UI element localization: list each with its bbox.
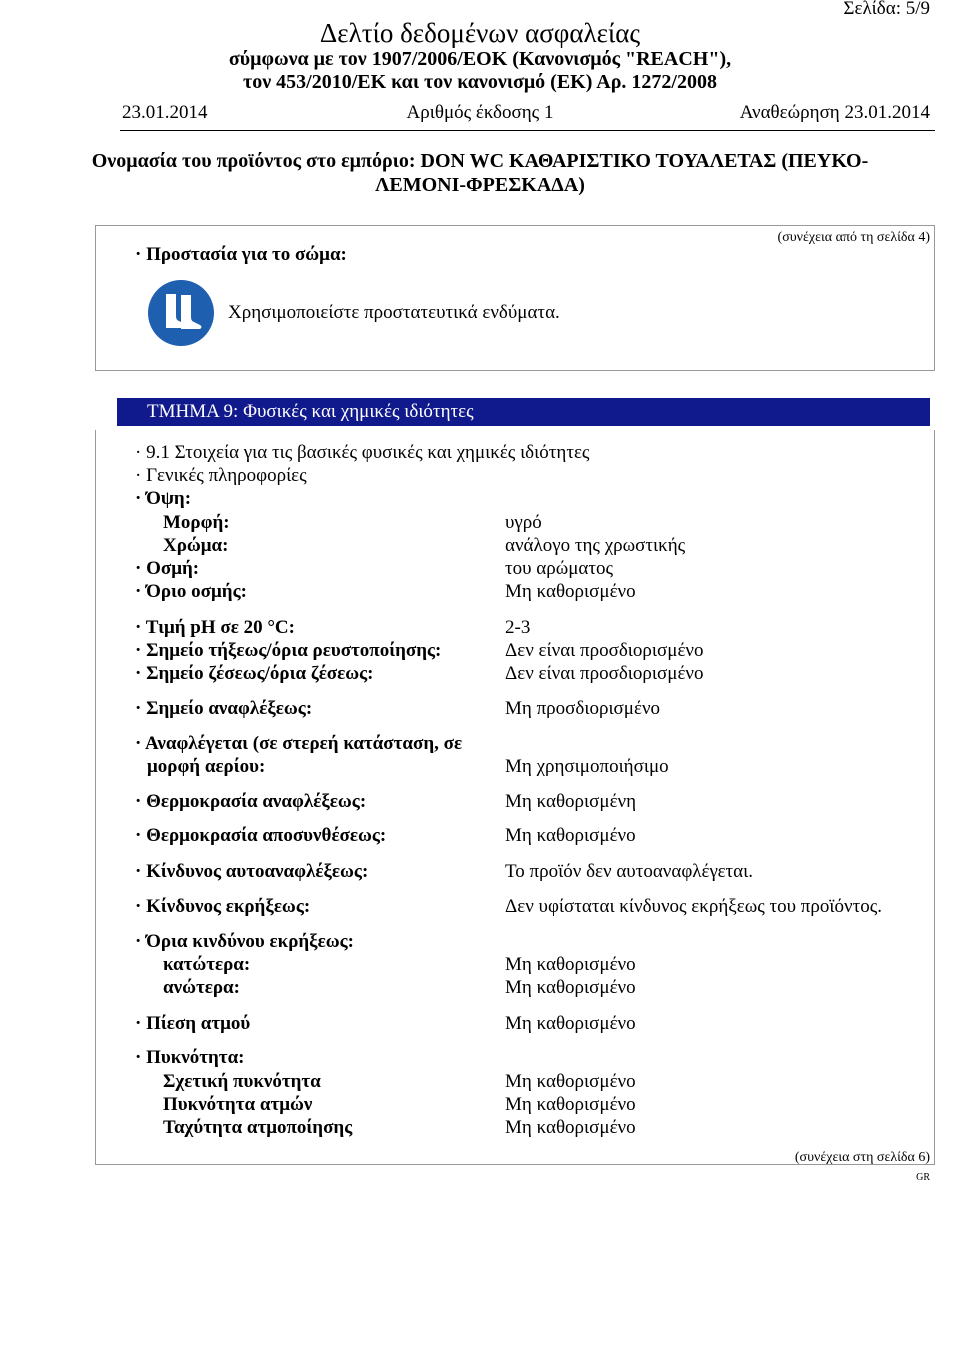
- page-number: Σελίδα: 5/9: [843, 0, 930, 19]
- form-value: υγρό: [505, 512, 542, 533]
- regulation-subtitle-2: τον 453/2010/ΕΚ και τον κανονισμό (ΕΚ) Αρ. 1272/2008: [242, 71, 717, 93]
- document-title: Δελτίο δεδομένων ασφαλείας: [319, 18, 641, 48]
- flash-point-value: Μη προσδιορισμένο: [505, 698, 661, 719]
- section9-title: ΤΜΗΜΑ 9: Φυσικές και χημικές ιδιότητες: [147, 401, 474, 422]
- decomposition-temp-label: · Θερμοκρασία αποσυνθέσεως:: [135, 825, 387, 846]
- print-date: 23.01.2014: [122, 102, 208, 123]
- body-protection-text: Χρησιμοποιείστε προστατευτικά ενδύματα.: [228, 302, 560, 323]
- protective-boots-icon: [146, 278, 216, 353]
- edition-number: Αριθμός έκδοσης 1: [406, 102, 554, 123]
- explosion-limits-label: · Όρια κινδύνου εκρήξεως:: [135, 931, 354, 952]
- language-code: GR: [916, 1172, 930, 1183]
- ph-value: 2-3: [505, 617, 531, 638]
- vapour-density-value: Μη καθορισμένο: [505, 1094, 636, 1115]
- ignition-temp-label: · Θερμοκρασία αναφλέξεως:: [135, 791, 367, 812]
- odor-label: · Οσμή:: [135, 558, 200, 579]
- vapour-density-label: Πυκνότητα ατμών: [163, 1094, 313, 1115]
- color-label: Χρώμα:: [163, 535, 229, 556]
- appearance-label: · Όψη:: [135, 488, 192, 509]
- header-divider: [120, 130, 935, 131]
- flash-point-label: · Σημείο αναφλέξεως:: [135, 698, 313, 719]
- product-name-line-1: Ονομασία του προϊόντος στο εμπόριο: DON WC ΚΑΘΑΡΙΣΤΙΚΟ ΤΟΥΑΛΕΤΑΣ (ΠΕΥΚΟ-: [91, 150, 869, 172]
- product-name-line-2: ΛΕΜΟΝΙ-ΦΡΕΣΚΑΔΑ): [375, 174, 585, 196]
- density-label: · Πυκνότητα:: [135, 1047, 245, 1068]
- decomposition-temp-value: Μη καθορισμένο: [505, 825, 636, 846]
- upper-limit-value: Μη καθορισμένο: [505, 977, 636, 998]
- lower-limit-value: Μη καθορισμένο: [505, 954, 636, 975]
- form-label: Μορφή:: [163, 512, 230, 533]
- lower-limit-label: κατώτερα:: [163, 954, 251, 975]
- self-ignition-label: · Κίνδυνος αυτοαναφλέξεως:: [135, 861, 369, 882]
- odor-threshold-label: · Όριο οσμής:: [135, 581, 247, 602]
- flammability-value: Μη χρησιμοποιήσιμο: [505, 756, 669, 777]
- vapour-pressure-value: Μη καθορισμένο: [505, 1013, 636, 1034]
- ph-label: · Τιμή pH σε 20 °C:: [135, 617, 295, 638]
- boiling-point-value: Δεν είναι προσδιορισμένο: [505, 663, 704, 684]
- evaporation-rate-label: Ταχύτητα ατμοποίησης: [163, 1117, 353, 1138]
- general-info: · Γενικές πληροφορίες: [135, 465, 307, 486]
- evaporation-rate-value: Μη καθορισμένο: [505, 1117, 636, 1138]
- revision-date: Αναθεώρηση 23.01.2014: [739, 102, 930, 123]
- boiling-point-label: · Σημείο ζέσεως/όρια ζέσεως:: [135, 663, 374, 684]
- subsection-9-1: · 9.1 Στοιχεία για τις βασικές φυσικές και χημικές ιδιότητες: [135, 442, 590, 463]
- explosion-danger-label: · Κίνδυνος εκρήξεως:: [135, 896, 311, 917]
- flammability-label-1: · Αναφλέγεται (σε στερεή κατάσταση, σε: [135, 733, 463, 754]
- continued-from: (συνέχεια από τη σελίδα 4): [777, 230, 930, 245]
- explosion-danger-value: Δεν υφίσταται κίνδυνος εκρήξεως του προϊόντος.: [505, 896, 882, 917]
- body-protection-label: · Προστασία για το σώμα:: [135, 244, 347, 265]
- vapour-pressure-label: · Πίεση ατμού: [135, 1013, 251, 1034]
- section9-header: [117, 398, 930, 426]
- melting-point-label: · Σημείο τήξεως/όρια ρευστοποίησης:: [135, 640, 442, 661]
- odor-value: του αρώματος: [505, 558, 614, 579]
- odor-threshold-value: Μη καθορισμένο: [505, 581, 636, 602]
- relative-density-value: Μη καθορισμένο: [505, 1071, 636, 1092]
- continued-to: (συνέχεια στη σελίδα 6): [794, 1150, 930, 1165]
- relative-density-label: Σχετική πυκνότητα: [163, 1071, 321, 1092]
- regulation-subtitle-1: σύμφωνα με τον 1907/2006/ΕΟΚ (Κανονισμός "REACH"),: [228, 48, 732, 70]
- self-ignition-value: Το προϊόν δεν αυτοαναφλέγεται.: [505, 861, 754, 882]
- upper-limit-label: ανώτερα:: [163, 977, 240, 998]
- color-value: ανάλογο της χρωστικής: [505, 535, 686, 556]
- melting-point-value: Δεν είναι προσδιορισμένο: [505, 640, 704, 661]
- flammability-label-2: μορφή αερίου:: [147, 756, 266, 777]
- ignition-temp-value: Μη καθορισμένη: [505, 791, 637, 812]
